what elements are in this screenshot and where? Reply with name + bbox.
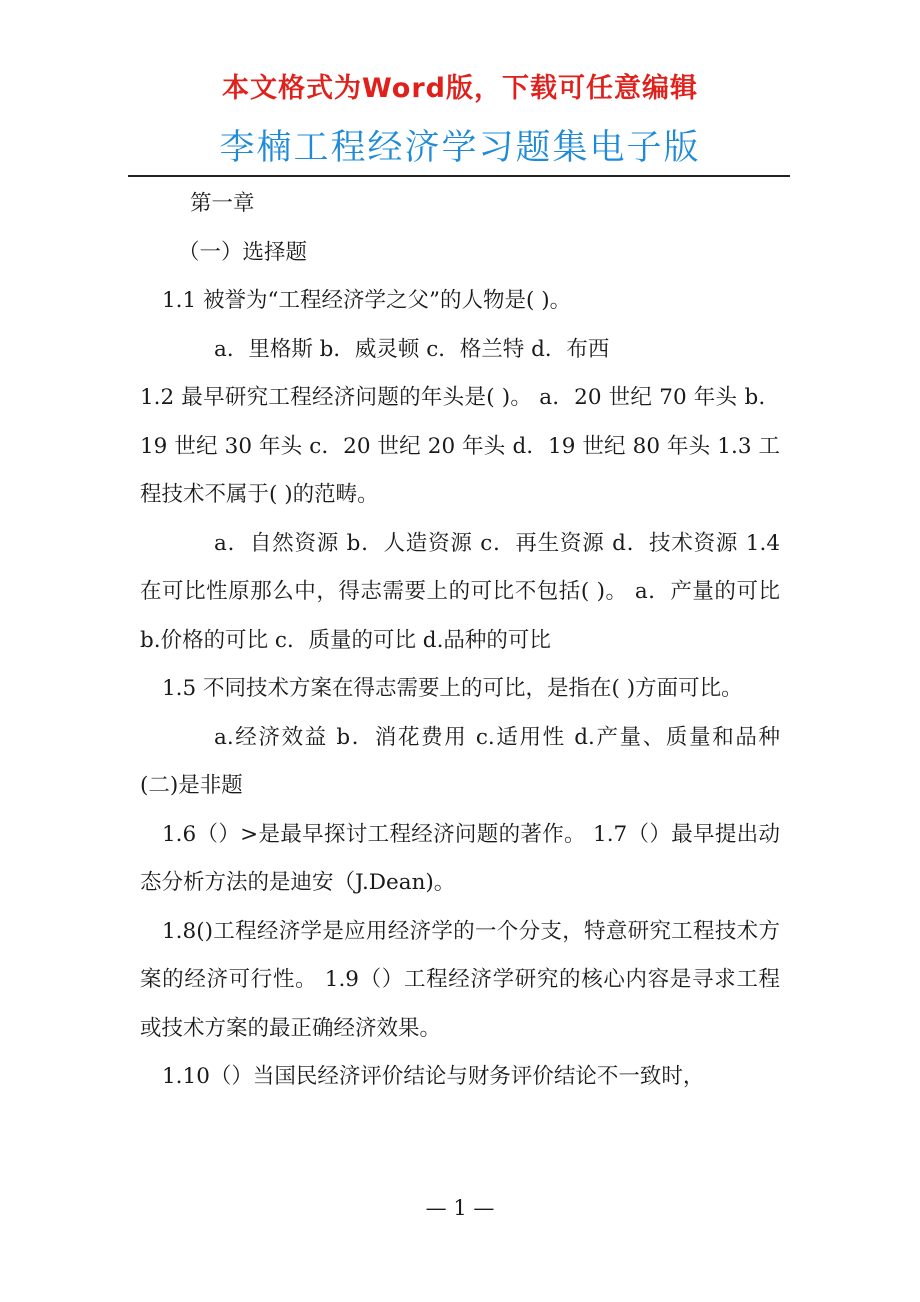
- page-number: — 1 —: [425, 1196, 495, 1220]
- question-1-1-options: a．里格斯 b．威灵顿 c．格兰特 d．布西: [214, 336, 610, 362]
- question-1-2-and-1-3: 1.2 最早研究工程经济问题的年头是( )。 a．20 世纪 70 年头 b．19 世纪 30 年头 c．20 世纪 20 年头 d．19 世纪 80 年头 1.3 工程技术不属于( )的范畴。: [140, 385, 780, 507]
- question-1-8-and-1-9: 1.8()工程经济学是应用经济学的一个分支，特意研究工程技术方案的经济可行性。 1.9（）工程经济学研究的核心内容是寻求工程或技术方案的最正确经济效果。: [140, 918, 780, 1041]
- document-body: [140, 180, 780, 1102]
- question-1-6-and-1-7: 1.6（）>是最早探讨工程经济问题的著作。 1.7（）最早提出动态分析方法的是迪安（J.Dean)。: [140, 821, 780, 895]
- format-notice-banner: 本文格式为Word版，下载可任意编辑: [221, 73, 698, 104]
- chapter-heading: 第一章: [190, 191, 255, 216]
- section-heading-choice: （一）选择题: [178, 239, 308, 265]
- question-1-3-options-and-1-4: a．自然资源 b．人造资源 c．再生资源 d．技术资源 1.4 在可比性原那么中，得志需要上的可比不包括( )。 a．产量的可比 b.价格的可比 c．质量的可比 d.品种的可比: [140, 530, 780, 653]
- document-title: 李楠工程经济学习题集电子版: [219, 128, 701, 168]
- question-1-1: 1.1 被誉为“工程经济学之父”的人物是( )。: [162, 288, 572, 313]
- question-1-5: 1.5 不同技术方案在得志需要上的可比，是指在( )方面可比。: [162, 676, 743, 701]
- title-divider: [128, 175, 790, 177]
- question-1-5-options-and-true-false-heading: a.经济效益 b．消花费用 c.适用性 d.产量、质量和品种 (二)是非题: [140, 724, 780, 798]
- question-1-10: 1.10（）当国民经济评价结论与财务评价结论不一致时，: [162, 1064, 705, 1089]
